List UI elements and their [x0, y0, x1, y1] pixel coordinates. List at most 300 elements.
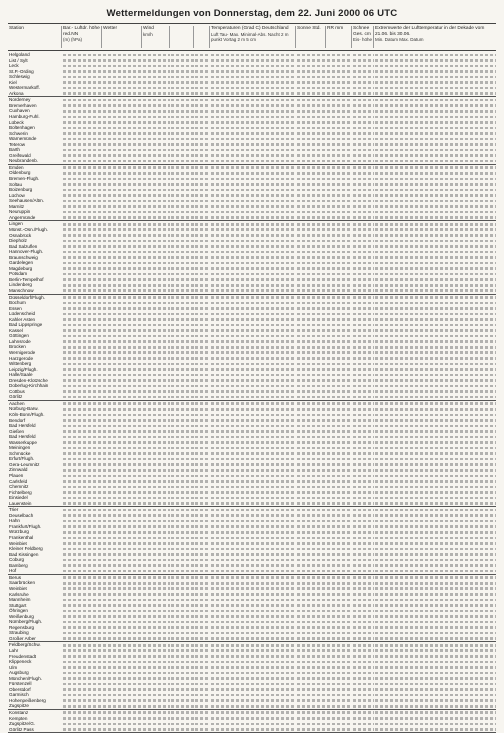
- station-name: Fürstenzell: [9, 681, 32, 687]
- illegible-value: [375, 447, 496, 450]
- data-cell: [62, 91, 102, 97]
- station-name: Schleswig: [9, 74, 30, 80]
- illegible-value: [375, 189, 496, 192]
- illegible-value: [297, 127, 326, 130]
- illegible-value: [103, 509, 142, 512]
- illegible-value: [103, 666, 142, 669]
- illegible-value: [195, 419, 210, 422]
- illegible-value: [211, 610, 296, 613]
- illegible-value: [171, 324, 194, 327]
- data-cell: [296, 501, 326, 507]
- illegible-value: [103, 251, 142, 254]
- illegible-value: [353, 491, 374, 494]
- illegible-value: [143, 351, 170, 354]
- illegible-value: [143, 228, 170, 231]
- illegible-value: [211, 514, 296, 517]
- illegible-value: [327, 178, 352, 181]
- illegible-value: [327, 302, 352, 305]
- illegible-value: [327, 644, 352, 647]
- illegible-value: [143, 666, 170, 669]
- illegible-value: [103, 385, 142, 388]
- station-name: Hohenpeißenberg: [9, 697, 46, 703]
- illegible-value: [195, 149, 210, 152]
- illegible-value: [195, 245, 210, 248]
- data-cell: [374, 215, 496, 221]
- station-name: Bamberg: [9, 562, 28, 568]
- illegible-value: [63, 302, 102, 305]
- illegible-value: [375, 302, 496, 305]
- illegible-value: [103, 143, 142, 146]
- data-cell: [102, 703, 142, 709]
- illegible-value: [211, 59, 296, 62]
- illegible-value: [143, 463, 170, 466]
- station-name: Regensburg: [9, 624, 35, 630]
- illegible-value: [171, 296, 194, 299]
- illegible-value: [63, 452, 102, 455]
- illegible-value: [63, 570, 102, 573]
- illegible-value: [353, 649, 374, 652]
- illegible-value: [143, 604, 170, 607]
- illegible-value: [327, 234, 352, 237]
- illegible-value: [327, 632, 352, 635]
- illegible-value: [195, 447, 210, 450]
- illegible-value: [171, 469, 194, 472]
- illegible-value: [297, 408, 326, 411]
- illegible-value: [375, 70, 496, 73]
- illegible-value: [63, 160, 102, 163]
- illegible-value: [375, 509, 496, 512]
- illegible-value: [353, 121, 374, 124]
- illegible-value: [195, 390, 210, 393]
- station-name: Görlitz: [9, 394, 23, 400]
- station-group: [8, 575, 496, 643]
- illegible-value: [353, 240, 374, 243]
- illegible-value: [103, 172, 142, 175]
- illegible-value: [171, 677, 194, 680]
- header-spacer-b: [194, 26, 210, 48]
- data-cell: [210, 158, 296, 164]
- illegible-value: [63, 70, 102, 73]
- illegible-value: [375, 655, 496, 658]
- illegible-value: [353, 59, 374, 62]
- illegible-value: [327, 65, 352, 68]
- illegible-value: [195, 335, 210, 338]
- illegible-value: [211, 289, 296, 292]
- illegible-value: [143, 480, 170, 483]
- illegible-value: [375, 143, 496, 146]
- illegible-value: [63, 425, 102, 428]
- illegible-value: [171, 132, 194, 135]
- illegible-value: [297, 458, 326, 461]
- illegible-value: [171, 302, 194, 305]
- header-extreme: [374, 26, 496, 48]
- illegible-value: [63, 166, 102, 169]
- illegible-value: [375, 223, 496, 226]
- station-name: List / Sylt: [9, 57, 28, 63]
- illegible-value: [327, 723, 352, 726]
- illegible-value: [297, 390, 326, 393]
- illegible-value: [63, 54, 102, 57]
- table-row: [8, 158, 496, 164]
- illegible-value: [171, 436, 194, 439]
- illegible-value: [63, 553, 102, 556]
- header-spacer-a: [170, 26, 194, 48]
- illegible-value: [327, 99, 352, 102]
- illegible-value: [375, 289, 496, 292]
- illegible-value: [171, 548, 194, 551]
- header-station: Station: [8, 26, 62, 48]
- illegible-value: [143, 374, 170, 377]
- illegible-value: [353, 644, 374, 647]
- illegible-value: [63, 688, 102, 691]
- illegible-value: [63, 278, 102, 281]
- data-cell: [210, 636, 296, 642]
- illegible-value: [103, 178, 142, 181]
- illegible-value: [195, 531, 210, 534]
- illegible-value: [353, 178, 374, 181]
- illegible-value: [211, 486, 296, 489]
- illegible-value: [375, 649, 496, 652]
- data-cell: [352, 501, 374, 507]
- illegible-value: [375, 593, 496, 596]
- illegible-value: [375, 537, 496, 540]
- illegible-value: [195, 694, 210, 697]
- illegible-value: [63, 351, 102, 354]
- illegible-value: [353, 390, 374, 393]
- illegible-value: [103, 329, 142, 332]
- illegible-value: [63, 172, 102, 175]
- illegible-value: [143, 138, 170, 141]
- illegible-value: [103, 711, 142, 714]
- illegible-value: [211, 683, 296, 686]
- illegible-value: [327, 626, 352, 629]
- illegible-value: [353, 593, 374, 596]
- illegible-value: [143, 189, 170, 192]
- illegible-value: [195, 699, 210, 702]
- illegible-value: [375, 677, 496, 680]
- illegible-value: [195, 132, 210, 135]
- illegible-value: [297, 154, 326, 157]
- illegible-value: [195, 211, 210, 214]
- illegible-value: [103, 223, 142, 226]
- illegible-value: [63, 81, 102, 84]
- illegible-value: [143, 81, 170, 84]
- illegible-value: [375, 688, 496, 691]
- illegible-value: [353, 436, 374, 439]
- illegible-value: [327, 593, 352, 596]
- illegible-value: [171, 284, 194, 287]
- station-name: Kiel: [9, 79, 17, 85]
- illegible-value: [297, 683, 326, 686]
- illegible-value: [375, 458, 496, 461]
- illegible-value: [103, 632, 142, 635]
- illegible-value: [353, 99, 374, 102]
- illegible-value: [63, 705, 102, 708]
- illegible-value: [103, 419, 142, 422]
- illegible-value: [195, 256, 210, 259]
- illegible-value: [353, 408, 374, 411]
- header-schnee-label: Schnee Ges. cm: [353, 26, 371, 37]
- illegible-value: [353, 278, 374, 281]
- illegible-value: [171, 116, 194, 119]
- table-row: [8, 501, 496, 507]
- illegible-value: [211, 363, 296, 366]
- illegible-value: [171, 273, 194, 276]
- illegible-value: [327, 104, 352, 107]
- illegible-value: [195, 76, 210, 79]
- illegible-value: [171, 256, 194, 259]
- illegible-value: [327, 514, 352, 517]
- header-schnee: [352, 26, 374, 48]
- data-cell: [62, 703, 102, 709]
- data-cell: [352, 727, 374, 733]
- data-cell: [142, 501, 170, 507]
- data-cell: [326, 501, 352, 507]
- illegible-value: [103, 480, 142, 483]
- illegible-value: [171, 54, 194, 57]
- illegible-value: [297, 245, 326, 248]
- illegible-value: [211, 385, 296, 388]
- illegible-value: [375, 683, 496, 686]
- illegible-value: [143, 711, 170, 714]
- illegible-value: [103, 570, 142, 573]
- illegible-value: [375, 615, 496, 618]
- illegible-value: [103, 683, 142, 686]
- station-name: Helgoland: [9, 52, 30, 57]
- data-cell: [296, 288, 326, 294]
- illegible-value: [103, 70, 142, 73]
- illegible-value: [211, 632, 296, 635]
- illegible-value: [63, 632, 102, 635]
- illegible-value: [375, 694, 496, 697]
- illegible-value: [195, 502, 210, 505]
- illegible-value: [353, 599, 374, 602]
- illegible-value: [211, 396, 296, 399]
- illegible-value: [143, 408, 170, 411]
- illegible-value: [103, 408, 142, 411]
- illegible-value: [327, 531, 352, 534]
- illegible-value: [195, 166, 210, 169]
- illegible-value: [297, 379, 326, 382]
- illegible-value: [103, 313, 142, 316]
- illegible-value: [375, 564, 496, 567]
- illegible-value: [211, 240, 296, 243]
- illegible-value: [103, 211, 142, 214]
- header-wind-label: Wind: [143, 26, 154, 31]
- station-name: Lindenberg: [9, 282, 32, 288]
- illegible-value: [103, 587, 142, 590]
- illegible-value: [375, 160, 496, 163]
- station-name: Köln-Bonn/Flugh.: [9, 412, 45, 417]
- station-name: Bochum: [9, 300, 26, 306]
- illegible-value: [195, 661, 210, 664]
- illegible-value: [171, 149, 194, 152]
- illegible-value: [171, 172, 194, 175]
- illegible-value: [143, 469, 170, 472]
- illegible-value: [143, 458, 170, 461]
- illegible-value: [327, 621, 352, 624]
- illegible-value: [353, 340, 374, 343]
- data-cell: [326, 568, 352, 574]
- illegible-value: [103, 672, 142, 675]
- illegible-value: [211, 452, 296, 455]
- station-name: Kassel: [9, 327, 23, 333]
- illegible-value: [375, 357, 496, 360]
- illegible-value: [375, 116, 496, 119]
- illegible-value: [211, 143, 296, 146]
- illegible-value: [195, 728, 210, 731]
- illegible-value: [171, 502, 194, 505]
- illegible-value: [171, 379, 194, 382]
- illegible-value: [63, 514, 102, 517]
- station-name: Marnitz: [9, 203, 25, 209]
- illegible-value: [63, 223, 102, 226]
- illegible-value: [327, 705, 352, 708]
- data-cell: [62, 394, 102, 400]
- illegible-value: [103, 441, 142, 444]
- illegible-value: [353, 318, 374, 321]
- illegible-value: [171, 262, 194, 265]
- data-cell: [352, 394, 374, 400]
- illegible-value: [375, 548, 496, 551]
- illegible-value: [327, 537, 352, 540]
- station-name: Fichtelberg: [9, 489, 32, 495]
- station-name: Freudenstadt: [9, 653, 37, 659]
- illegible-value: [353, 475, 374, 478]
- illegible-value: [143, 626, 170, 629]
- illegible-value: [353, 621, 374, 624]
- illegible-value: [143, 379, 170, 382]
- illegible-value: [297, 262, 326, 265]
- illegible-value: [103, 166, 142, 169]
- station-name: Schmücke: [9, 450, 31, 456]
- illegible-value: [211, 570, 296, 573]
- illegible-value: [297, 447, 326, 450]
- data-cell: [170, 636, 194, 642]
- illegible-value: [375, 486, 496, 489]
- illegible-value: [211, 216, 296, 219]
- illegible-value: [375, 632, 496, 635]
- illegible-value: [327, 143, 352, 146]
- illegible-value: [103, 475, 142, 478]
- illegible-value: [211, 99, 296, 102]
- illegible-value: [297, 531, 326, 534]
- illegible-value: [327, 379, 352, 382]
- illegible-value: [375, 351, 496, 354]
- station-name: Carlsfeld: [9, 478, 28, 484]
- illegible-value: [211, 711, 296, 714]
- illegible-value: [63, 469, 102, 472]
- data-cell: [210, 91, 296, 97]
- illegible-value: [171, 717, 194, 720]
- illegible-value: [327, 160, 352, 163]
- illegible-value: [327, 81, 352, 84]
- illegible-value: [171, 626, 194, 629]
- illegible-value: [195, 497, 210, 500]
- illegible-value: [297, 65, 326, 68]
- illegible-value: [63, 626, 102, 629]
- station-group: [8, 165, 496, 221]
- illegible-value: [375, 570, 496, 573]
- data-cell: [62, 636, 102, 642]
- station-name: Zugspitze: [9, 703, 29, 709]
- station-name: Plauen: [9, 473, 24, 479]
- illegible-value: [63, 116, 102, 119]
- illegible-value: [375, 178, 496, 181]
- illegible-value: [327, 469, 352, 472]
- illegible-value: [211, 626, 296, 629]
- illegible-value: [353, 289, 374, 292]
- illegible-value: [171, 313, 194, 316]
- illegible-value: [171, 200, 194, 203]
- illegible-value: [171, 228, 194, 231]
- illegible-value: [375, 402, 496, 405]
- station-name: Wasserkuppe: [9, 439, 37, 445]
- illegible-value: [103, 205, 142, 208]
- illegible-value: [297, 104, 326, 107]
- header-temp-label: Temperaturen (Grad C) Deutschland: [211, 26, 289, 31]
- illegible-value: [353, 335, 374, 338]
- illegible-value: [195, 570, 210, 573]
- illegible-value: [171, 414, 194, 417]
- illegible-value: [63, 711, 102, 714]
- illegible-value: [297, 183, 326, 186]
- illegible-value: [211, 234, 296, 237]
- illegible-value: [353, 559, 374, 562]
- station-name: Einsiedel: [9, 495, 28, 501]
- illegible-value: [63, 576, 102, 579]
- illegible-value: [195, 87, 210, 90]
- illegible-value: [63, 666, 102, 669]
- illegible-value: [327, 502, 352, 505]
- illegible-value: [103, 599, 142, 602]
- station-name: Öhringen: [9, 608, 28, 614]
- illegible-value: [171, 59, 194, 62]
- illegible-value: [353, 194, 374, 197]
- illegible-value: [353, 284, 374, 287]
- illegible-value: [63, 430, 102, 433]
- illegible-value: [63, 531, 102, 534]
- data-cell: [296, 568, 326, 574]
- illegible-value: [195, 284, 210, 287]
- illegible-value: [375, 644, 496, 647]
- illegible-value: [353, 615, 374, 618]
- illegible-value: [375, 329, 496, 332]
- data-cell: [102, 215, 142, 221]
- illegible-value: [297, 116, 326, 119]
- illegible-value: [195, 430, 210, 433]
- illegible-value: [195, 289, 210, 292]
- station-name: Harzgerode: [9, 355, 34, 361]
- data-cell: [142, 158, 170, 164]
- illegible-value: [297, 228, 326, 231]
- illegible-value: [327, 408, 352, 411]
- illegible-value: [195, 491, 210, 494]
- data-cell: [210, 215, 296, 221]
- illegible-value: [353, 564, 374, 567]
- data-cell: [374, 636, 496, 642]
- illegible-value: [195, 368, 210, 371]
- illegible-value: [103, 486, 142, 489]
- illegible-value: [327, 251, 352, 254]
- illegible-value: [63, 390, 102, 393]
- station-name: Wernigerode: [9, 349, 36, 355]
- illegible-value: [103, 497, 142, 500]
- illegible-value: [211, 256, 296, 259]
- illegible-value: [353, 717, 374, 720]
- illegible-value: [211, 284, 296, 287]
- illegible-value: [195, 582, 210, 585]
